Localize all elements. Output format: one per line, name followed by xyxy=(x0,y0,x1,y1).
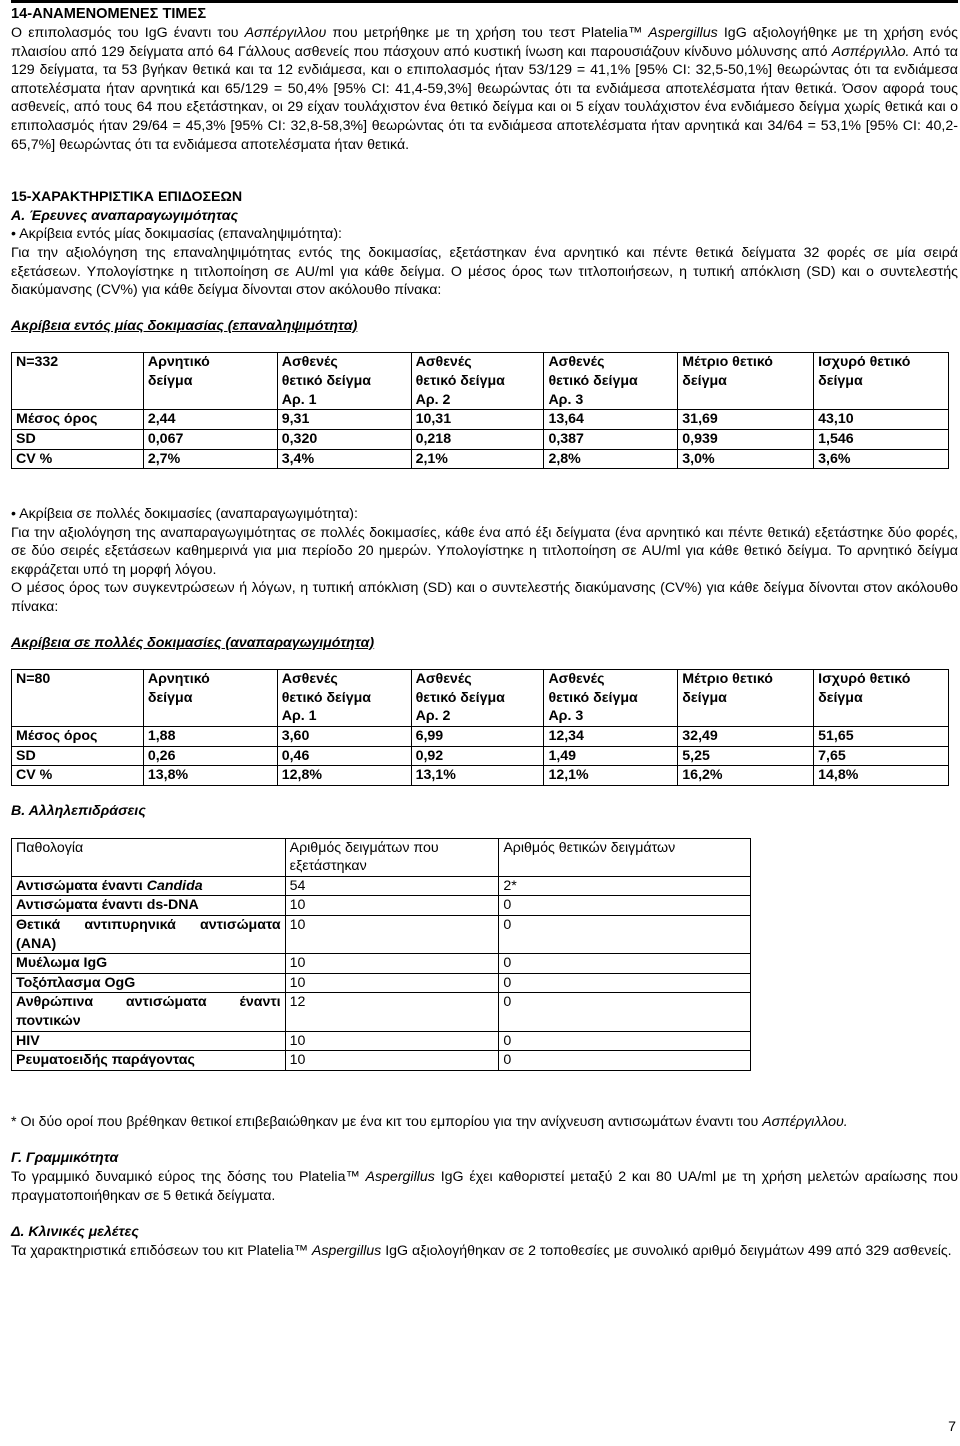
table-cell: 6,99 xyxy=(411,727,544,747)
table-row xyxy=(12,993,751,1031)
table-cell: 10 xyxy=(285,916,499,954)
subsection-g-title: Γ. Γραμμικότητα xyxy=(11,1150,119,1167)
table-cell: 5,25 xyxy=(678,746,814,766)
table-cell: 0 xyxy=(499,1051,751,1071)
table-row xyxy=(12,746,949,766)
table-cell: 2,8% xyxy=(544,449,678,469)
subsection-b-title: Β. Αλληλεπιδράσεις xyxy=(11,803,146,820)
table-cell: 1,49 xyxy=(544,746,678,766)
header-cell: Αριθμός δειγμάτων που εξετάστηκαν xyxy=(285,838,499,876)
table-cell: 0,46 xyxy=(277,746,411,766)
table-header-row xyxy=(12,670,949,727)
within-run-caption: Ακρίβεια εντός μίας δοκιμασίας (επαναληψιμότητα) xyxy=(11,317,358,334)
table-cell: 13,64 xyxy=(544,410,678,430)
table-cell: 0 xyxy=(499,954,751,974)
table-cell: Αντισώματα έναντι ds-DNA xyxy=(12,896,286,916)
table-cell: 0 xyxy=(499,896,751,916)
table-header-row xyxy=(12,838,751,876)
table-cell: Μέσος όρος xyxy=(12,727,144,747)
table-cell: 12,1% xyxy=(544,766,678,786)
table-row xyxy=(12,766,949,786)
between-run-paragraph-2: Ο μέσος όρος των συγκεντρώσεων ή λόγων, η τυπική απόκλιση (SD) και ο συντελεστής διακύμανσης (CV%) για κάθε δείγμα δίνονται στον ακόλουθο πίνακα: xyxy=(11,580,958,616)
table-row xyxy=(12,1051,751,1071)
table-row xyxy=(12,916,751,954)
table-cell: 0,067 xyxy=(143,429,277,449)
table-cell: 0 xyxy=(499,1031,751,1051)
table-cell: 1,546 xyxy=(814,429,949,449)
page-number: 7 xyxy=(948,1419,956,1435)
header-cell: N=80 xyxy=(12,670,144,727)
header-cell: Ισχυρό θετικό δείγμα xyxy=(814,670,949,727)
table-cell: 0 xyxy=(499,993,751,1031)
table-cell: 1,88 xyxy=(143,727,277,747)
table-cell: 9,31 xyxy=(277,410,411,430)
table-cell: 10 xyxy=(285,954,499,974)
table-cell: 51,65 xyxy=(814,727,949,747)
table-cell: CV % xyxy=(12,766,144,786)
section-15-title: 15-ΧΑΡΑΚΤΗΡΙΣΤΙΚΑ ΕΠΙΔΟΣΕΩΝ xyxy=(11,189,243,206)
header-cell: Ασθενές θετικό δείγμα Αρ. 1 xyxy=(277,353,411,410)
table-cell: 0 xyxy=(499,916,751,954)
table-row xyxy=(12,954,751,974)
table-cell: 12,34 xyxy=(544,727,678,747)
table-cell: CV % xyxy=(12,449,144,469)
table-cell: 0,218 xyxy=(411,429,544,449)
table-cell: 43,10 xyxy=(814,410,949,430)
table-cell: 3,6% xyxy=(814,449,949,469)
table-row xyxy=(12,876,751,896)
header-cell: Αρνητικό δείγμα xyxy=(143,670,277,727)
table-cell: 10 xyxy=(285,1031,499,1051)
table-cell: 12 xyxy=(285,993,499,1031)
table-cell: 54 xyxy=(285,876,499,896)
between-run-paragraph: Για την αξιολόγηση της αναπαραγωγιμότητας σε πολλές δοκιμασίες, κάθε ένα από έξι δείγματα (ένα αρνητικό και πέντε θετικά) εξετάστηκε δύο φορές, σε δύο σειρές εξετάσεων καθημερινά για μια περίοδο 20 ημερών. Υπολογίστηκε η τιτλοποίηση σε AU/ml για κάθε θετικό δείγμα. Το αρνητικό δείγμα εκφράζεται υπό τη μορφή λόγου. xyxy=(11,524,958,578)
table-cell: 0,320 xyxy=(277,429,411,449)
header-cell: Ασθενές θετικό δείγμα Αρ. 3 xyxy=(544,353,678,410)
table-cell: SD xyxy=(12,746,144,766)
clinical-paragraph: Τα χαρακτηριστικά επιδόσεων του κιτ Platelia™ Aspergillus IgG αξιολογήθηκαν σε 2 τοποθεσίες με συνολικό αριθμό δειγμάτων 499 από 329 ασθενείς. xyxy=(11,1242,952,1259)
section-14-title: 14-ΑΝΑΜΕΝΟΜΕΝΕΣ ΤΙΜΕΣ xyxy=(11,6,207,22)
table-row xyxy=(12,973,751,993)
table-cell: 0,26 xyxy=(143,746,277,766)
between-run-caption: Ακρίβεια σε πολλές δοκιμασίες (αναπαραγωγιμότητα) xyxy=(11,634,375,651)
table-cell: 31,69 xyxy=(678,410,814,430)
table-cell: 10,31 xyxy=(411,410,544,430)
header-cell: Παθολογία xyxy=(12,838,286,876)
bullet-within-run: • Ακρίβεια εντός μίας δοκιμασίας (επαναληψιμότητα): xyxy=(11,226,343,243)
table-cell: 12,8% xyxy=(277,766,411,786)
header-cell: Ασθενές θετικό δείγμα Αρ. 3 xyxy=(544,670,678,727)
table-cell: 10 xyxy=(285,1051,499,1071)
section-14-paragraph: Ο επιπολασμός του IgG έναντι του Ασπέργιλλου που μετρήθηκε με τη χρήση του τεστ Platelia™ Aspergillus IgG αξιολογήθηκε με τη χρήση ενός πλαισίου από 129 δείγματα από 64 Γάλλους ασθενείς που πάσχουν από κυστική ίνωση και παρουσιάζουν κίνδυνο μόλυνσης από Ασπέργιλλο. Από τα 129 δείγματα, τα 53 βγήκαν θετικά και τα 12 ενδιάμεσα, και ο επιπολασμός ήταν 53/129 = 41,1% [95% CI: 32,5-50,1%] θεωρώντας ότι τα ενδιάμεσα αποτελέσματα ήταν αρνητικά και 65/129 = 50,4% [95% CI: 41,4-59,3%] θεωρώντας ότι τα ενδιάμεσα αποτελέσματα ήταν θετικά. Όσον αφορά τους ασθενείς, από τους 64 που εξετάστηκαν, οι 29 είχαν τουλάχιστον ένα θετικό δείγμα και οι 5 είχαν τουλάχιστον ένα ενδιάμεσο δείγμα χωρίς θετικά και ο επιπολασμός ήταν 29/64 = 45,3% [95% CI: 32,8-58,3%] θεωρώντας ότι τα ενδιάμεσα αποτελέσματα ήταν αρνητικά και 34/64 = 53,1% [95% CI: 40,2-65,7%] θεωρώντας ότι τα ενδιάμεσα αποτελέσματα ήταν θετικά. xyxy=(11,25,958,153)
bullet-between-run: • Ακρίβεια σε πολλές δοκιμασίες (αναπαραγωγιμότητα): xyxy=(11,506,358,523)
table-cell: 3,60 xyxy=(277,727,411,747)
table-cell: 0 xyxy=(499,973,751,993)
interference-table xyxy=(11,838,751,1071)
header-cell: Μέτριο θετικό δείγμα xyxy=(678,353,814,410)
table-cell: 2,1% xyxy=(411,449,544,469)
table-row xyxy=(12,410,949,430)
header-cell: Ισχυρό θετικό δείγμα xyxy=(814,353,949,410)
between-run-table xyxy=(11,669,949,786)
table-cell: 2,44 xyxy=(143,410,277,430)
table-cell: 2* xyxy=(499,876,751,896)
table-cell: 13,8% xyxy=(143,766,277,786)
table-cell: 2,7% xyxy=(143,449,277,469)
table-cell: 3,0% xyxy=(678,449,814,469)
table-cell: Ανθρώπινα αντισώματα έναντι ποντικών xyxy=(12,993,286,1031)
table-row xyxy=(12,449,949,469)
table-cell: 13,1% xyxy=(411,766,544,786)
table-cell: SD xyxy=(12,429,144,449)
table-cell: 0,939 xyxy=(678,429,814,449)
table-row xyxy=(12,1031,751,1051)
header-cell: Αριθμός θετικών δειγμάτων xyxy=(499,838,751,876)
subsection-d-title: Δ. Κλινικές μελέτες xyxy=(11,1224,139,1241)
footnote: * Οι δύο οροί που βρέθηκαν θετικοί επιβεβαιώθηκαν με ένα κιτ του εμπορίου για την ανίχνευση αντισωμάτων έναντι του Ασπέργιλλου. xyxy=(11,1113,848,1130)
within-run-table xyxy=(11,352,949,469)
header-cell: Ασθενές θετικό δείγμα Αρ. 1 xyxy=(277,670,411,727)
document-page xyxy=(11,0,958,1260)
table-cell: Μυέλωμα IgG xyxy=(12,954,286,974)
header-cell: Μέτριο θετικό δείγμα xyxy=(678,670,814,727)
header-cell: Ασθενές θετικό δείγμα Αρ. 2 xyxy=(411,353,544,410)
table-cell: 16,2% xyxy=(678,766,814,786)
table-row xyxy=(12,429,949,449)
header-cell: Αρνητικό δείγμα xyxy=(143,353,277,410)
header-cell: Ασθενές θετικό δείγμα Αρ. 2 xyxy=(411,670,544,727)
top-rule xyxy=(11,0,958,3)
linearity-paragraph: Το γραμμικό δυναμικό εύρος της δόσης του Platelia™ Aspergillus IgG έχει καθοριστεί μεταξύ 2 και 80 UA/ml με τη χρήση μελετών αραίωσης που πραγματοποιήθηκαν σε 5 θετικά δείγματα. xyxy=(11,1168,959,1204)
table-cell: 10 xyxy=(285,973,499,993)
within-run-paragraph: Για την αξιολόγηση της επαναληψιμότητας εντός της δοκιμασίας, εξετάστηκαν ένα αρνητικό και πέντε θετικά δείγματα 32 φορές σε μία σειρά εξετάσεων. Υπολογίστηκε η τιτλοποίηση σε AU/ml για κάθε δείγμα. Ο μέσος όρος των τιτλοποιήσεων, η τυπική απόκλιση (SD) και ο συντελεστής διακύμανσης (CV%) για κάθε δείγμα δίνονται στον ακόλουθο πίνακα: xyxy=(11,244,958,299)
table-cell: Αντισώματα έναντι Candida xyxy=(12,876,286,896)
table-cell: 14,8% xyxy=(814,766,949,786)
header-cell: N=332 xyxy=(12,353,144,410)
subsection-a-title: Α. Έρευνες αναπαραγωγιμότητας xyxy=(11,207,239,224)
table-cell: Μέσος όρος xyxy=(12,410,144,430)
table-cell: Θετικά αντιπυρηνικά αντισώματα (ANA) xyxy=(12,916,286,954)
table-row xyxy=(12,896,751,916)
table-cell: 10 xyxy=(285,896,499,916)
table-cell: 7,65 xyxy=(814,746,949,766)
table-row xyxy=(12,727,949,747)
table-cell: Τοξόπλασμα OgG xyxy=(12,973,286,993)
table-cell: 0,92 xyxy=(411,746,544,766)
table-header-row xyxy=(12,353,949,410)
table-cell: 32,49 xyxy=(678,727,814,747)
table-cell: 3,4% xyxy=(277,449,411,469)
table-cell: Ρευματοειδής παράγοντας xyxy=(12,1051,286,1071)
table-cell: HIV xyxy=(12,1031,286,1051)
table-cell: 0,387 xyxy=(544,429,678,449)
